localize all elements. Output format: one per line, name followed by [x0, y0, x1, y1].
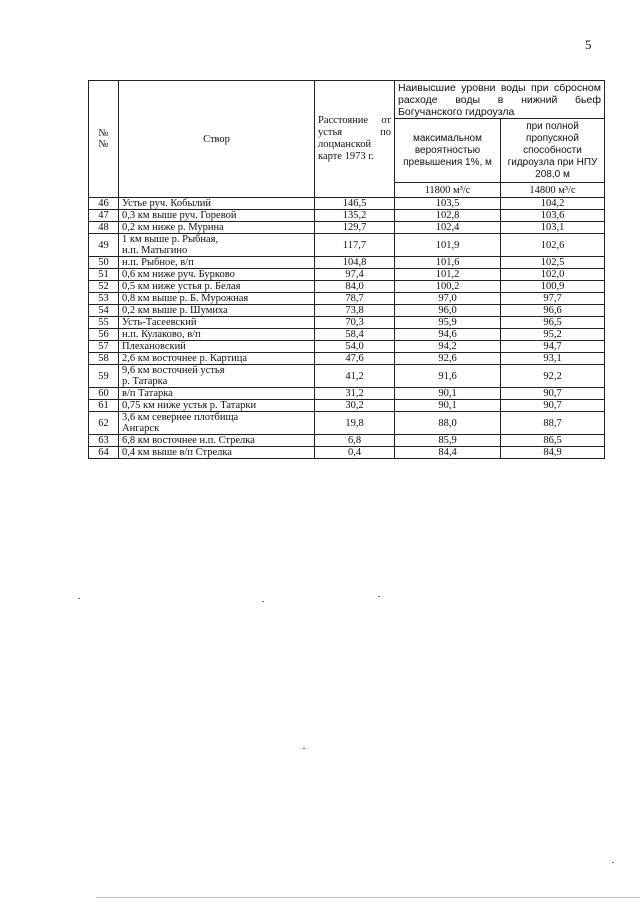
row-level-full: 104,2 [501, 198, 605, 210]
table-row [89, 435, 605, 447]
row-number: 57 [89, 341, 119, 353]
row-distance: 73,8 [315, 305, 395, 317]
row-distance: 41,2 [315, 365, 395, 388]
row-number: 54 [89, 305, 119, 317]
header-flow-max: 11800 м³/с [395, 183, 501, 198]
row-number: 59 [89, 365, 119, 388]
table-row [89, 198, 605, 210]
page-number: 5 [585, 37, 592, 52]
table-row [89, 257, 605, 269]
row-level-max: 103,5 [395, 198, 501, 210]
scan-speck [262, 601, 264, 602]
row-level-full: 94,7 [501, 341, 605, 353]
row-number: 47 [89, 210, 119, 222]
table-row [89, 329, 605, 341]
row-number: 48 [89, 222, 119, 234]
row-distance: 104,8 [315, 257, 395, 269]
scan-speck [303, 748, 305, 749]
row-stvor: 1 км выше р. Рыбная, н.п. Матыгино [119, 234, 315, 257]
row-number: 63 [89, 435, 119, 447]
row-distance: 47,6 [315, 353, 395, 365]
row-level-max: 95,9 [395, 317, 501, 329]
row-stvor: 6,8 км восточнее н.п. Стрелка [119, 435, 315, 447]
table-row [89, 447, 605, 459]
row-level-max: 102,4 [395, 222, 501, 234]
row-distance: 70,3 [315, 317, 395, 329]
row-distance: 58,4 [315, 329, 395, 341]
row-stvor: Плехановский [119, 341, 315, 353]
row-number: 53 [89, 293, 119, 305]
table-row [89, 222, 605, 234]
row-distance: 146,5 [315, 198, 395, 210]
row-level-full: 93,1 [501, 353, 605, 365]
row-distance: 0,4 [315, 447, 395, 459]
row-level-full: 96,5 [501, 317, 605, 329]
scan-speck [78, 598, 80, 599]
row-stvor: 0,75 км ниже устья р. Татарки [119, 400, 315, 412]
row-stvor: 0,3 км выше руч. Горевой [119, 210, 315, 222]
row-level-full: 102,0 [501, 269, 605, 281]
row-stvor: 0,4 км выше в/п Стрелка [119, 447, 315, 459]
row-stvor: 0,2 км выше р. Шумиха [119, 305, 315, 317]
row-stvor: 0,8 км выше р. Б. Мурожная [119, 293, 315, 305]
row-number: 46 [89, 198, 119, 210]
table-row [89, 365, 605, 388]
row-distance: 135,2 [315, 210, 395, 222]
row-level-max: 97,0 [395, 293, 501, 305]
row-distance: 129,7 [315, 222, 395, 234]
row-level-max: 96,0 [395, 305, 501, 317]
row-number: 62 [89, 412, 119, 435]
header-water-levels-group: Наивысшие уровни воды при сбросном расходе воды в нижний бьеф Богучанского гидроузла [395, 81, 605, 119]
row-distance: 97,4 [315, 269, 395, 281]
header-flow-full: 14800 м³/с [501, 183, 605, 198]
row-level-full: 103,1 [501, 222, 605, 234]
header-full-capacity: при полной пропускной способности гидроузла при НПУ 208,0 м [501, 119, 605, 183]
row-number: 56 [89, 329, 119, 341]
row-distance: 54,0 [315, 341, 395, 353]
row-distance: 78,7 [315, 293, 395, 305]
table-row [89, 269, 605, 281]
row-level-full: 102,6 [501, 234, 605, 257]
water-levels-table [88, 80, 605, 459]
row-level-full: 103,6 [501, 210, 605, 222]
row-distance: 30,2 [315, 400, 395, 412]
table-row [89, 388, 605, 400]
row-level-max: 101,2 [395, 269, 501, 281]
table-row [89, 281, 605, 293]
table-row [89, 400, 605, 412]
row-stvor: н.п. Кулаково, в/п [119, 329, 315, 341]
row-stvor: Устье руч. Кобылий [119, 198, 315, 210]
row-level-full: 88,7 [501, 412, 605, 435]
table-row [89, 305, 605, 317]
table-row [89, 210, 605, 222]
row-stvor: Усть-Тасеевский [119, 317, 315, 329]
row-distance: 84,0 [315, 281, 395, 293]
scan-speck [612, 862, 614, 863]
table-row [89, 317, 605, 329]
row-number: 52 [89, 281, 119, 293]
row-number: 49 [89, 234, 119, 257]
row-stvor: в/п Татарка [119, 388, 315, 400]
row-level-full: 100,9 [501, 281, 605, 293]
row-number: 58 [89, 353, 119, 365]
row-level-full: 86,5 [501, 435, 605, 447]
row-level-full: 90,7 [501, 388, 605, 400]
row-stvor: 0,5 км ниже устья р. Белая [119, 281, 315, 293]
row-distance: 6,8 [315, 435, 395, 447]
table-row [89, 353, 605, 365]
row-level-max: 102,8 [395, 210, 501, 222]
row-stvor: 9,6 км восточней устья р. Татарка [119, 365, 315, 388]
header-stvor: Створ [119, 81, 315, 198]
header-distance: Расстояние от устья по лоцманской карте 1973 г. [315, 81, 395, 198]
header-number: № № [89, 81, 119, 198]
row-level-max: 94,2 [395, 341, 501, 353]
row-level-max: 92,6 [395, 353, 501, 365]
header-max-probability: максимальном вероятностью превышения 1%, м [395, 119, 501, 183]
row-number: 60 [89, 388, 119, 400]
table-row [89, 412, 605, 435]
row-stvor: 0,6 км ниже руч. Бурково [119, 269, 315, 281]
row-distance: 19,8 [315, 412, 395, 435]
table-row [89, 293, 605, 305]
row-level-max: 85,9 [395, 435, 501, 447]
row-level-full: 97,7 [501, 293, 605, 305]
row-level-full: 95,2 [501, 329, 605, 341]
row-stvor: 3,6 км севернее плотбища Ангарск [119, 412, 315, 435]
table-row [89, 234, 605, 257]
row-stvor: 0,2 км ниже р. Мурина [119, 222, 315, 234]
row-number: 55 [89, 317, 119, 329]
row-level-max: 91,6 [395, 365, 501, 388]
row-level-max: 84,4 [395, 447, 501, 459]
row-level-max: 101,9 [395, 234, 501, 257]
row-level-max: 90,1 [395, 388, 501, 400]
row-number: 50 [89, 257, 119, 269]
row-number: 61 [89, 400, 119, 412]
row-distance: 31,2 [315, 388, 395, 400]
row-level-max: 88,0 [395, 412, 501, 435]
row-level-max: 101,6 [395, 257, 501, 269]
row-distance: 117,7 [315, 234, 395, 257]
row-level-full: 84,9 [501, 447, 605, 459]
row-level-max: 90,1 [395, 400, 501, 412]
row-number: 51 [89, 269, 119, 281]
row-number: 64 [89, 447, 119, 459]
table-row [89, 341, 605, 353]
scan-edge-line [96, 897, 640, 898]
row-level-full: 90,7 [501, 400, 605, 412]
row-stvor: 2,6 км восточнее р. Картица [119, 353, 315, 365]
scan-speck [378, 596, 380, 597]
row-stvor: н.п. Рыбное, в/п [119, 257, 315, 269]
row-level-full: 92,2 [501, 365, 605, 388]
table-body [89, 198, 605, 459]
row-level-max: 94,6 [395, 329, 501, 341]
row-level-full: 96,6 [501, 305, 605, 317]
row-level-full: 102,5 [501, 257, 605, 269]
row-level-max: 100,2 [395, 281, 501, 293]
